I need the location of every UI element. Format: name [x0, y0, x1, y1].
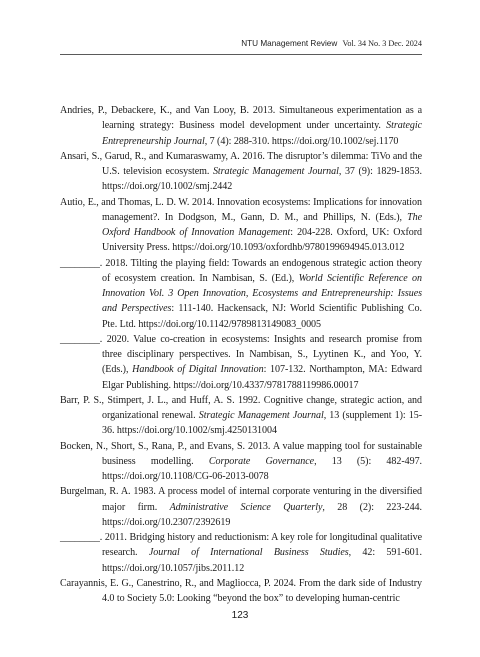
reference-text: , 13 (supplement 1): 15-36. https://doi.org/10.1002/smj.4250131004 — [102, 410, 422, 437]
reference-list — [60, 103, 422, 606]
reference-text: Autio, E., and Thomas, L. D. W. 2014. Innovation ecosystems: Implications for innovation management?. In Dodgson, M., Gann, D. M., and Phillips, N. (Eds.), — [60, 196, 422, 223]
reference-source: Corporate Governance — [208, 455, 315, 467]
reference-entry — [60, 393, 422, 439]
page-number: 123 — [231, 610, 249, 621]
header-rule — [60, 54, 422, 55]
reference-entry — [60, 332, 422, 393]
reference-text: , 37 (9): 1829-1853. https://doi.org/10.1002/smj.2442 — [102, 166, 422, 193]
reference-entry — [60, 103, 422, 149]
reference-text: , 42: 591-601. https://doi.org/10.1057/jibs.2011.12 — [102, 547, 422, 574]
reference-text: , 28 (2): 223-244. https://doi.org/10.2307/2392619 — [102, 501, 422, 528]
running-header — [241, 39, 422, 48]
reference-entry — [60, 256, 422, 332]
reference-source: The Oxford Handbook of Innovation Management — [102, 211, 422, 238]
reference-text: : 107-132. Northampton, MA: Edward Elgar Publishing. https://doi.org/10.4337/9781788119986.00017 — [102, 364, 422, 391]
reference-text: ________. 2011. Bridging history and reductionism: A key role for longitudinal qualitative research. — [60, 532, 422, 559]
reference-source: World Scientific Reference on Innovation Vol. 3 Open Innovation, Ecosystems and Entrepreneurship: Issues and Perspectives — [102, 272, 422, 315]
reference-source: Strategic Management Journal — [198, 410, 324, 421]
reference-text: : 204-228. Oxford, UK: Oxford University Press. https://doi.org/10.1093/oxfordhb/9780199694945.013.012 — [102, 227, 422, 254]
reference-entry — [60, 195, 422, 256]
journal-title: NTU Management Review — [241, 39, 338, 48]
reference-source: Strategic Management Journal — [212, 166, 339, 177]
reference-entry — [60, 439, 422, 485]
reference-source: Handbook of Digital Innovation — [132, 364, 264, 376]
reference-text: , 7 (4): 288-310. https://doi.org/10.1002/sej.1170 — [204, 135, 399, 147]
reference-entry — [60, 576, 422, 607]
reference-text: Ansari, S., Garud, R., and Kumaraswamy, A. 2016. The disruptor’s dilemma: TiVo and the U.S. television ecosystem. — [60, 150, 422, 177]
reference-entry — [60, 484, 422, 530]
reference-text: : 111-140. Hackensack, NJ: World Scientific Publishing Co. Pte. Ltd. https://doi.org/10.1142/9789813149083_0005 — [102, 303, 422, 330]
reference-text: , 13 (5): 482-497. https://doi.org/10.1108/CG-06-2013-0078 — [102, 455, 423, 482]
reference-source: Administrative Science Quarterly — [169, 501, 323, 513]
reference-entry — [60, 530, 422, 576]
reference-entry — [60, 149, 422, 195]
reference-text: ________. 2018. Tilting the playing field: Towards an endogenous strategic action theory of ecosystem creation. In Nambisan, S. (Ed.), — [60, 257, 422, 284]
reference-text: Carayannis, E. G., Canestrino, R., and Magliocca, P. 2024. From the dark side of Industry 4.0 to Society 5.0: Looking “beyond the box” to developing human-centric — [60, 577, 422, 604]
reference-source: Journal of International Business Studies — [148, 547, 349, 559]
reference-source: Strategic Entrepreneurship Journal — [102, 120, 422, 147]
reference-text: Andries, P., Debackere, K., and Van Looy, B. 2013. Simultaneous experimentation as a learning strategy: Business model development under uncertainty. — [60, 105, 422, 132]
issue-info: Vol. 34 No. 3 Dec. 2024 — [342, 39, 422, 48]
reference-text: ________. 2020. Value co-creation in ecosystems: Insights and research promise from three disciplinary perspectives. In Nambisan, S., Lyytinen K., and Yoo, Y. (Eds.), — [60, 333, 422, 376]
reference-text: Bocken, N., Short, S., Rana, P., and Evans, S. 2013. A value mapping tool for sustainable business modelling. — [60, 440, 422, 467]
reference-text: Burgelman, R. A. 1983. A process model of internal corporate venturing in the diversified major firm. — [60, 486, 422, 513]
reference-text: Barr, P. S., Stimpert, J. L., and Huff, A. S. 1992. Cognitive change, strategic action, and organizational renewal. — [60, 394, 422, 421]
